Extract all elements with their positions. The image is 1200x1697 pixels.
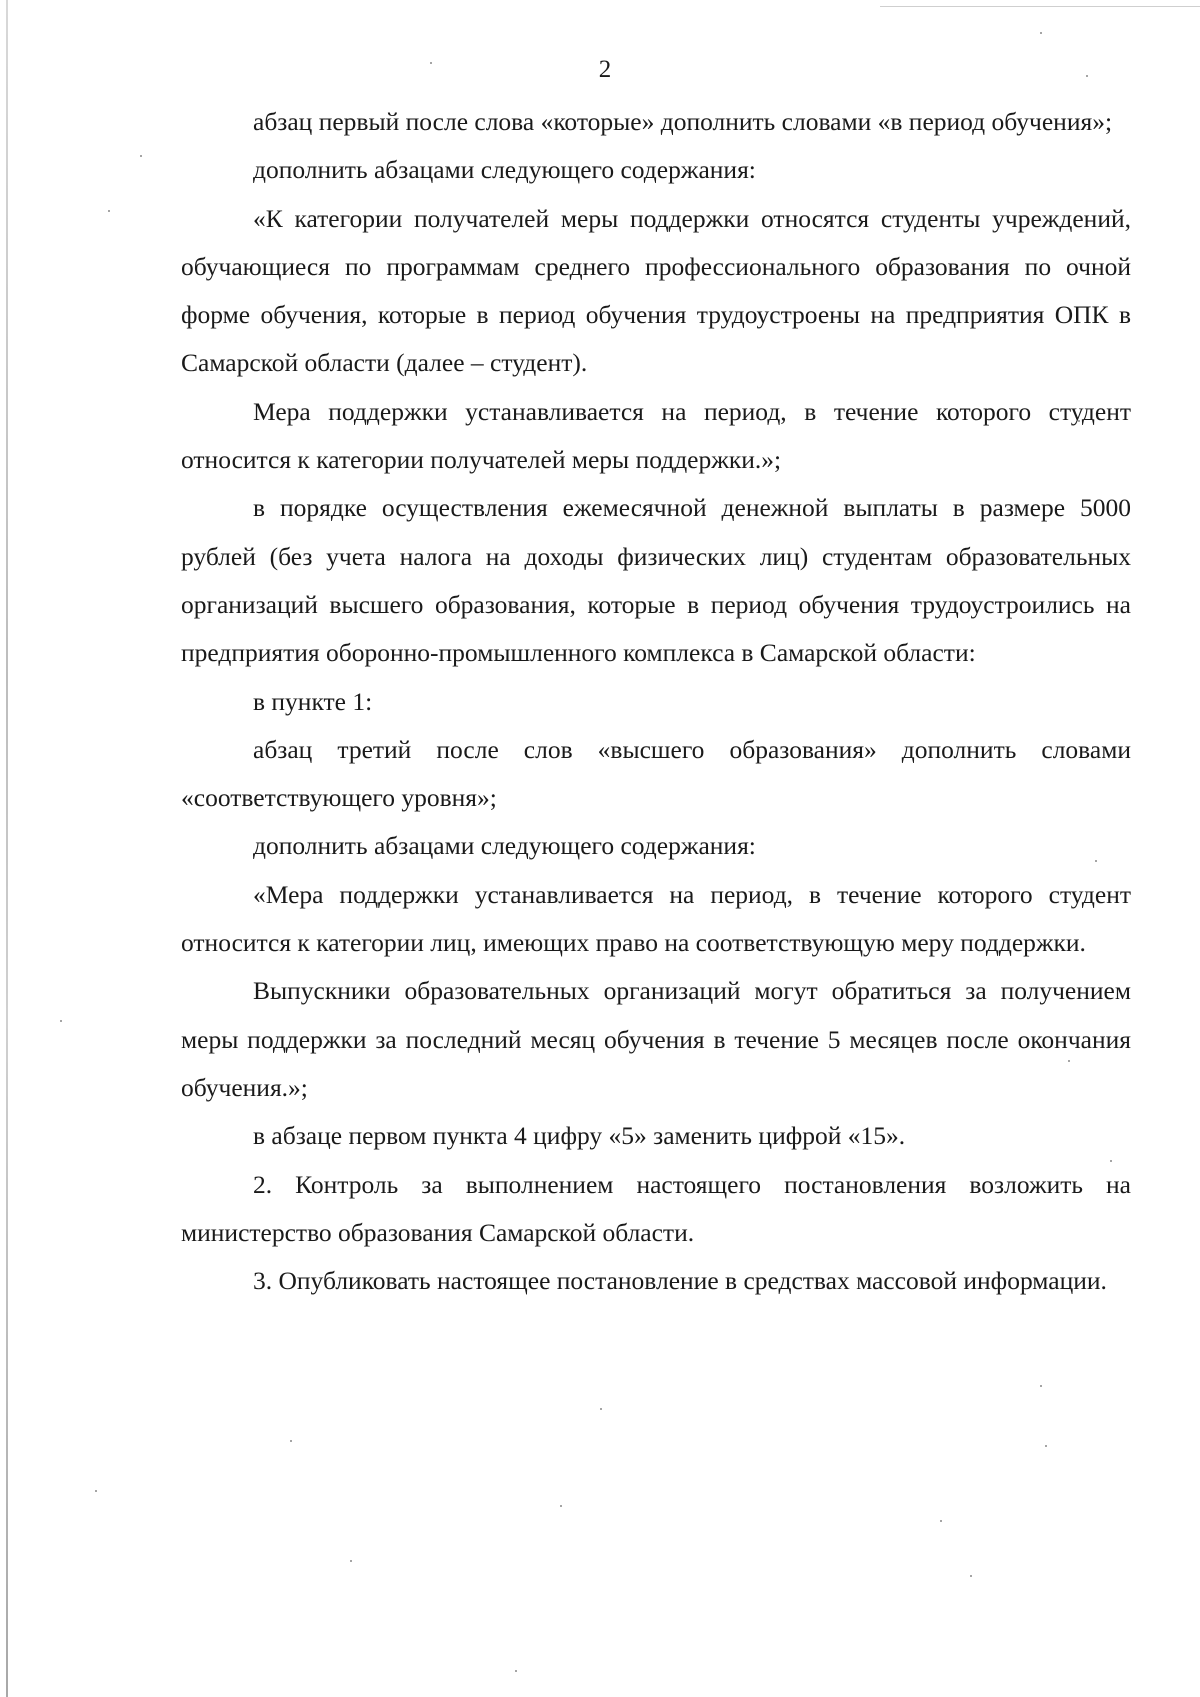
paragraph: «К категории получателей меры поддержки относятся студенты учреждений, обучающиеся по программам среднего профессионального образования по очной форме обучения, которые в период обучения трудоустроены на предприятия ОПК в Самарской области (далее – студент). — [181, 203, 1131, 378]
scan-speck — [60, 1020, 62, 1022]
scan-edge-left — [6, 0, 8, 1697]
scan-speck — [290, 1440, 292, 1442]
scan-speck — [970, 1575, 972, 1577]
scan-speck — [560, 1505, 562, 1507]
paragraph: Мера поддержки устанавливается на период, в течение которого студент относится к категории получателей меры поддержки.»; — [181, 396, 1131, 475]
paragraph: в порядке осуществления ежемесячной денежной выплаты в размере 5000 рублей (без учета налога на доходы физических лиц) студентам образовательных организаций высшего образования, которые в период обучения трудоустроились на предприятия оборонно-промышленного комплекса в Самарской области: — [181, 493, 1131, 668]
document-body — [181, 98, 1131, 1305]
scan-speck — [940, 1520, 942, 1522]
scan-speck — [95, 1490, 97, 1492]
scan-speck — [350, 1560, 352, 1562]
paragraph: «Мера поддержки устанавливается на период, в течение которого студент относится к категории лиц, имеющих право на соответствующую меру поддержки. — [181, 879, 1131, 958]
paragraph: абзац первый после слова «которые» дополнить словами «в период обучения»; — [253, 107, 1113, 136]
paragraph: дополнить абзацами следующего содержания: — [253, 155, 756, 185]
paragraph: дополнить абзацами следующего содержания: — [253, 831, 756, 861]
paragraph: абзац третий после слов «высшего образования» дополнить словами «соответствующего уровня»; — [181, 734, 1131, 813]
scan-speck — [108, 210, 110, 212]
paragraph: 2. Контроль за выполнением настоящего постановления возложить на министерство образования Самарской области. — [181, 1169, 1131, 1247]
scan-speck — [600, 1408, 602, 1410]
scan-speck — [140, 155, 142, 157]
scan-speck — [1040, 1385, 1042, 1387]
scan-speck — [1040, 32, 1042, 34]
paragraph: в абзаце первом пункта 4 цифру «5» заменить цифрой «15». — [253, 1121, 906, 1151]
paragraph: Выпускники образовательных организаций могут обратиться за получением меры поддержки за последний месяц обучения в течение 5 месяцев после окончания обучения.»; — [181, 976, 1131, 1102]
scan-speck — [1045, 1445, 1047, 1447]
page-number: 2 — [598, 56, 612, 83]
paragraph: 3. Опубликовать настоящее постановление в средствах массовой информации. — [253, 1266, 1107, 1296]
paragraph: в пункте 1: — [253, 686, 373, 716]
scan-edge-top — [880, 6, 1200, 7]
scan-speck — [515, 1670, 517, 1672]
